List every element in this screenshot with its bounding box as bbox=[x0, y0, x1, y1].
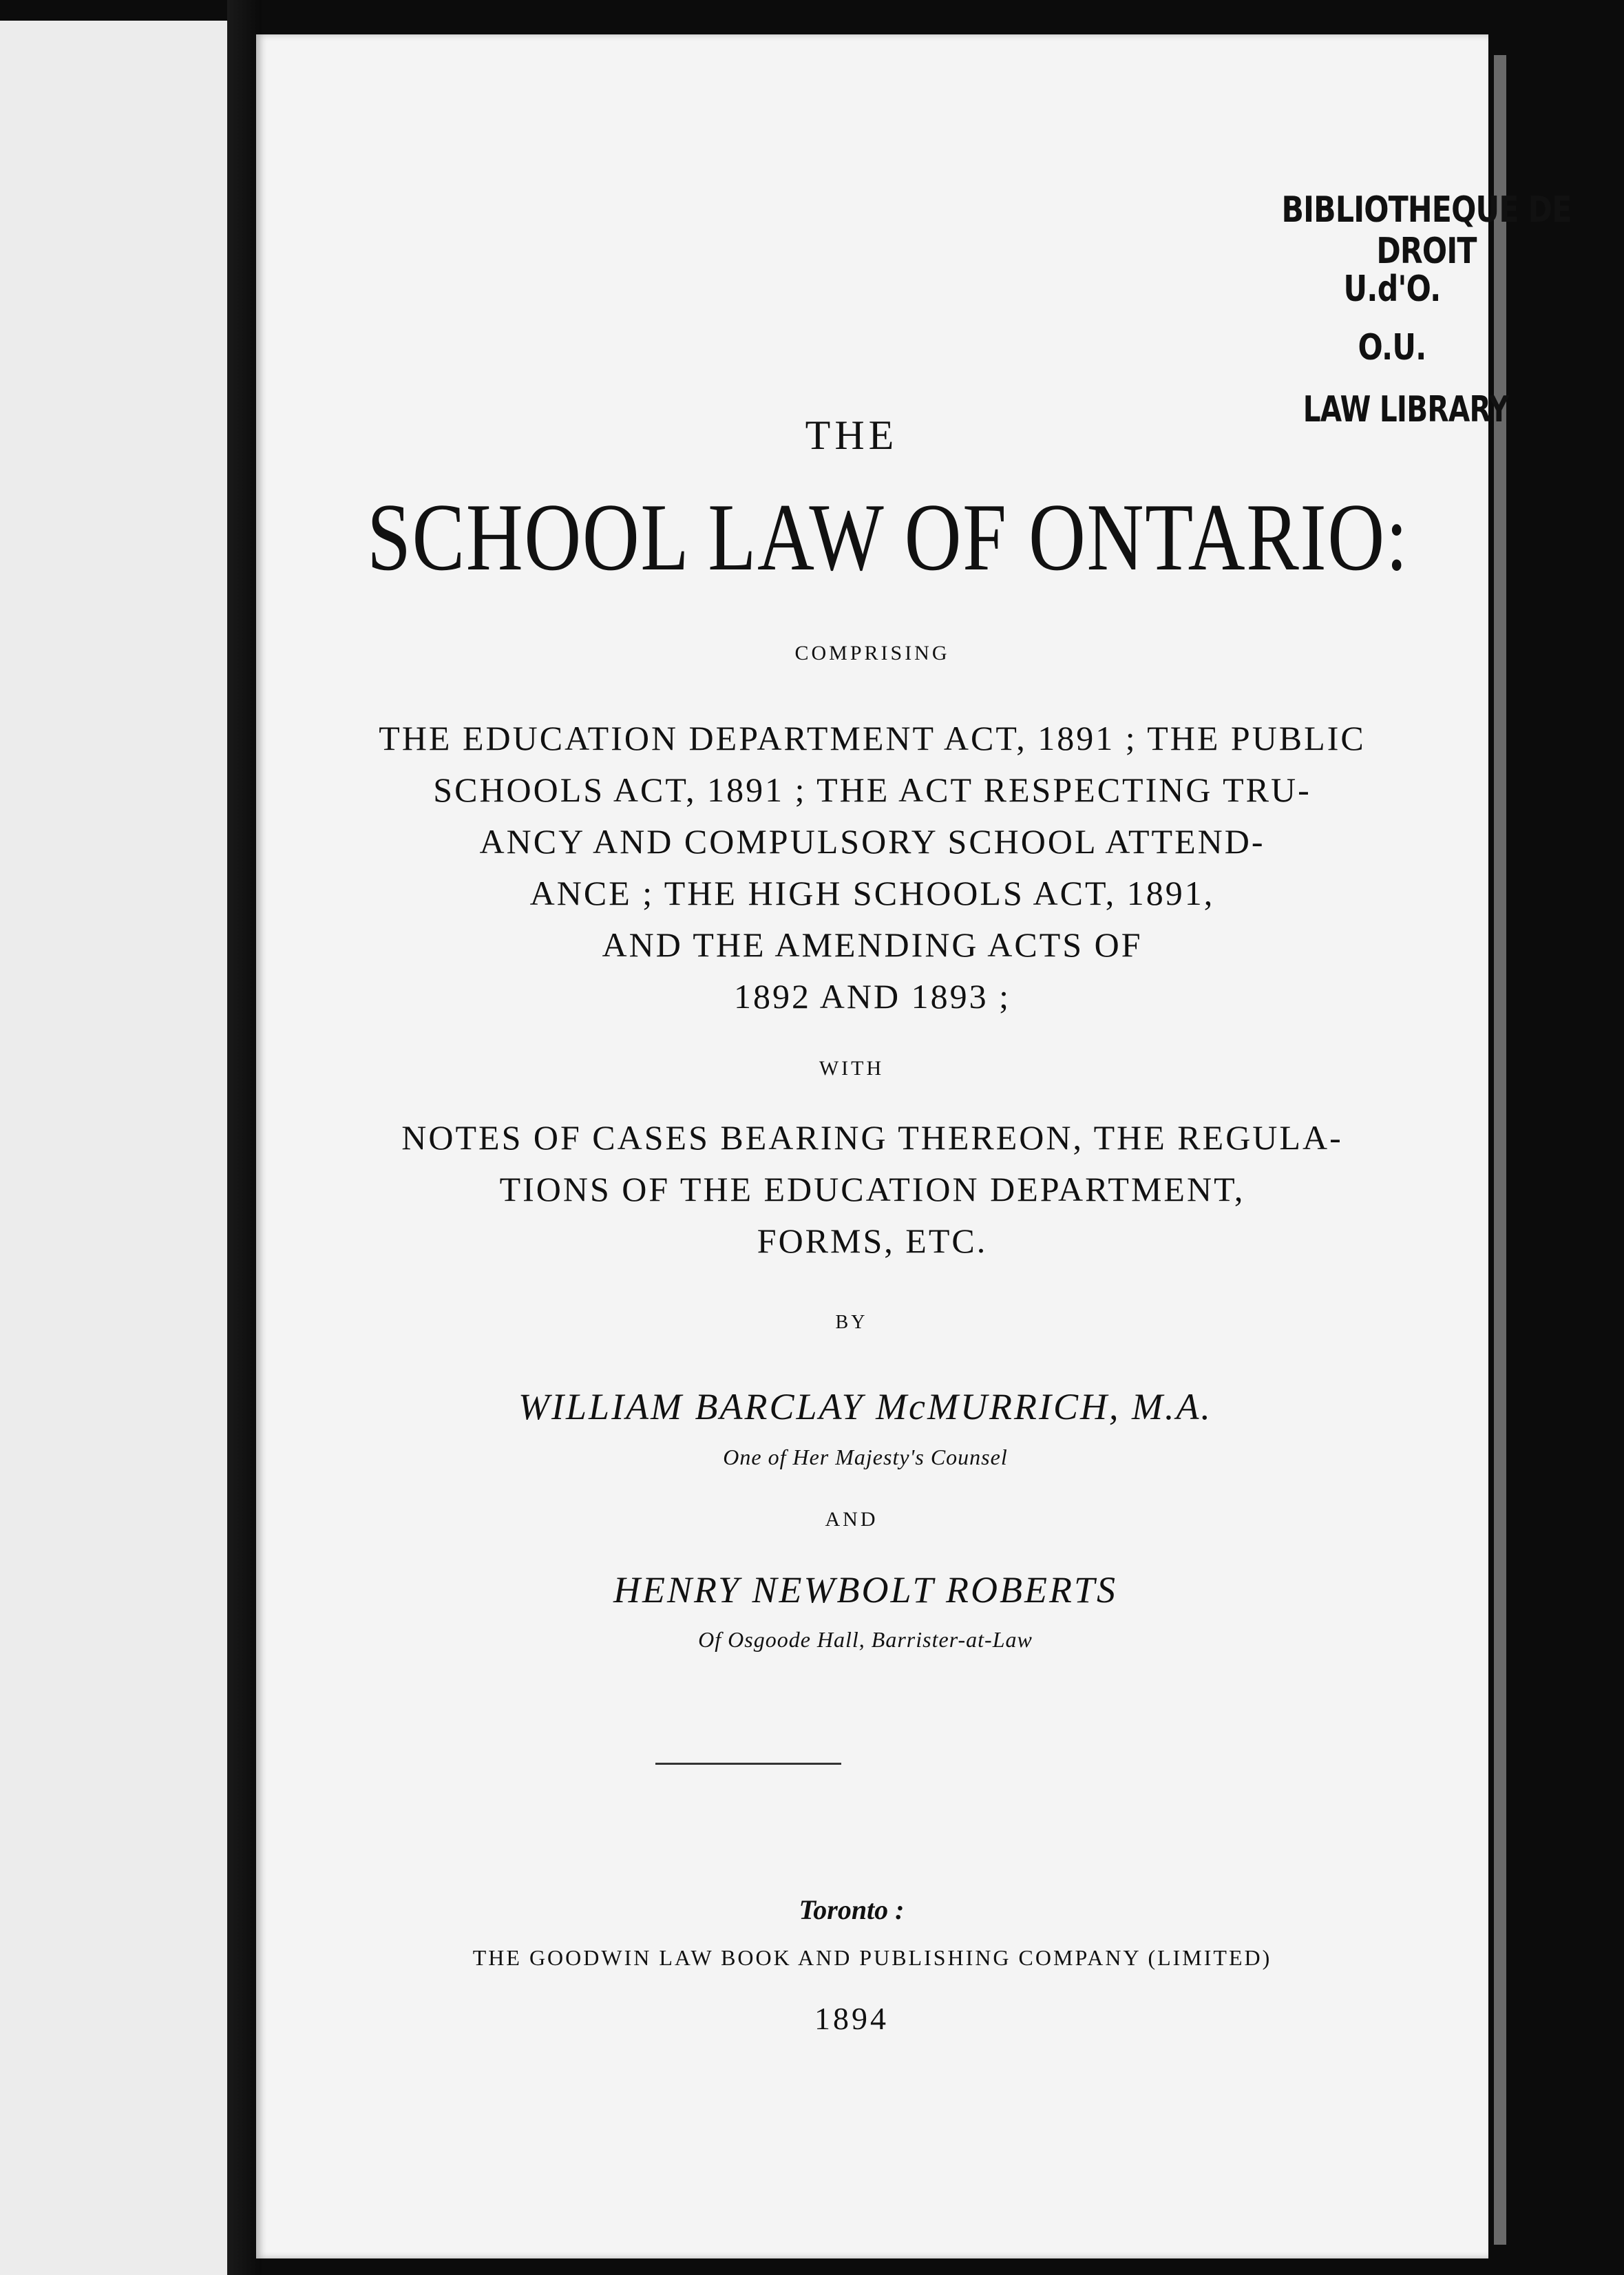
notes-description bbox=[256, 1112, 1488, 1267]
acts-line: THE EDUCATION DEPARTMENT ACT, 1891 ; THE PUBLIC bbox=[379, 719, 1366, 757]
publication-year: 1894 bbox=[814, 2001, 889, 2036]
acts-line: ANCY AND COMPULSORY SCHOOL ATTEND- bbox=[479, 822, 1265, 861]
acts-line: 1892 AND 1893 ; bbox=[734, 977, 1011, 1016]
notes-line: NOTES OF CASES BEARING THEREON, THE REGULA- bbox=[401, 1118, 1343, 1157]
library-stamp-line-4: LAW LIBRARY bbox=[1303, 389, 1509, 430]
acts-list bbox=[256, 713, 1488, 1023]
acts-line: ANCE ; THE HIGH SCHOOLS ACT, 1891, bbox=[529, 874, 1215, 912]
author-1-name: WILLIAM BARCLAY McMURRICH, M.A. bbox=[518, 1386, 1212, 1427]
acts-line: SCHOOLS ACT, 1891 ; THE ACT RESPECTING TRU- bbox=[433, 770, 1311, 809]
by-label: BY bbox=[835, 1312, 868, 1333]
title-page bbox=[256, 34, 1572, 2258]
author-2-credential: Of Osgoode Hall, Barrister-at-Law bbox=[698, 1627, 1033, 1652]
notes-line: FORMS, ETC. bbox=[757, 1222, 988, 1260]
publisher-name: THE GOODWIN LAW BOOK AND PUBLISHING COMPANY (LIMITED) bbox=[472, 1945, 1272, 1970]
with-label: WITH bbox=[819, 1057, 885, 1080]
library-stamp-line-1: BIBLIOTHEQUE DE DROIT bbox=[1281, 189, 1572, 272]
and-label: AND bbox=[825, 1508, 878, 1531]
publication-place: Toronto : bbox=[799, 1894, 905, 1925]
comprising-label: COMPRISING bbox=[794, 642, 950, 664]
library-stamp-line-2: U.d'O. bbox=[1343, 269, 1441, 310]
author-2-name: HENRY NEWBOLT ROBERTS bbox=[613, 1569, 1117, 1611]
title-article: THE bbox=[805, 412, 898, 458]
library-stamp-line-3: O.U. bbox=[1358, 327, 1426, 368]
book-title: SCHOOL LAW OF ONTARIO: bbox=[367, 484, 1409, 591]
page-edge bbox=[1494, 55, 1506, 2245]
divider-rule bbox=[655, 1763, 841, 1765]
notes-line: TIONS OF THE EDUCATION DEPARTMENT, bbox=[499, 1170, 1245, 1208]
author-1-credential: One of Her Majesty's Counsel bbox=[723, 1445, 1008, 1469]
facing-page bbox=[0, 21, 227, 2275]
acts-line: AND THE AMENDING ACTS OF bbox=[602, 925, 1143, 964]
